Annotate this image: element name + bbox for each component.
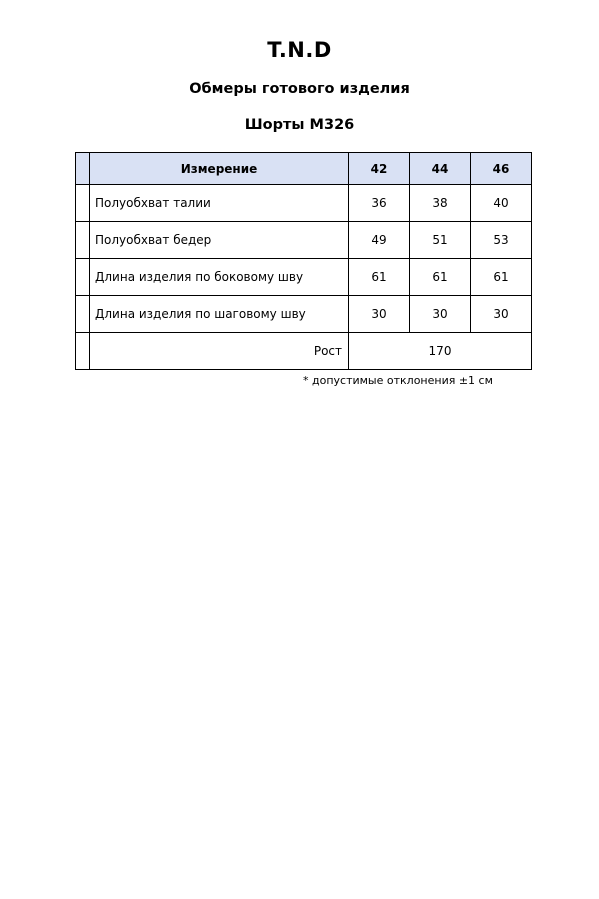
row-stub [76,259,90,296]
measurement-value: 53 [471,222,532,259]
measurement-label: Длина изделия по боковому шву [90,259,349,296]
table-row [76,185,532,222]
table-row [76,259,532,296]
measurement-value: 61 [410,259,471,296]
measurement-value: 40 [471,185,532,222]
measurement-label: Полуобхват бедер [90,222,349,259]
measurement-value: 61 [471,259,532,296]
row-stub [76,222,90,259]
measurement-label: Полуобхват талии [90,185,349,222]
measurement-label: Длина изделия по шаговому шву [90,296,349,333]
table-row [76,222,532,259]
column-header-size: 42 [349,153,410,185]
height-label: Рост [90,333,349,370]
height-row [76,333,532,370]
brand-title: T.N.D [267,38,332,62]
column-header-size: 44 [410,153,471,185]
measurement-value: 30 [471,296,532,333]
row-stub [76,333,90,370]
measurements-table [75,152,532,370]
row-stub [76,296,90,333]
tolerance-note: * допустимые отклонения ±1 см [303,374,493,387]
column-header-measurement: Измерение [90,153,349,185]
measurement-value: 30 [349,296,410,333]
measurement-value: 38 [410,185,471,222]
measurement-value: 30 [410,296,471,333]
measurement-value: 61 [349,259,410,296]
product-model: Шорты М326 [244,117,355,133]
table-row [76,296,532,333]
measurement-value: 49 [349,222,410,259]
row-stub [76,153,90,185]
column-header-size: 46 [471,153,532,185]
document-subtitle: Обмеры готового изделия [189,81,410,97]
height-value: 170 [349,333,532,370]
row-stub [76,185,90,222]
measurement-value: 51 [410,222,471,259]
measurement-value: 36 [349,185,410,222]
table-header-row [76,153,532,185]
